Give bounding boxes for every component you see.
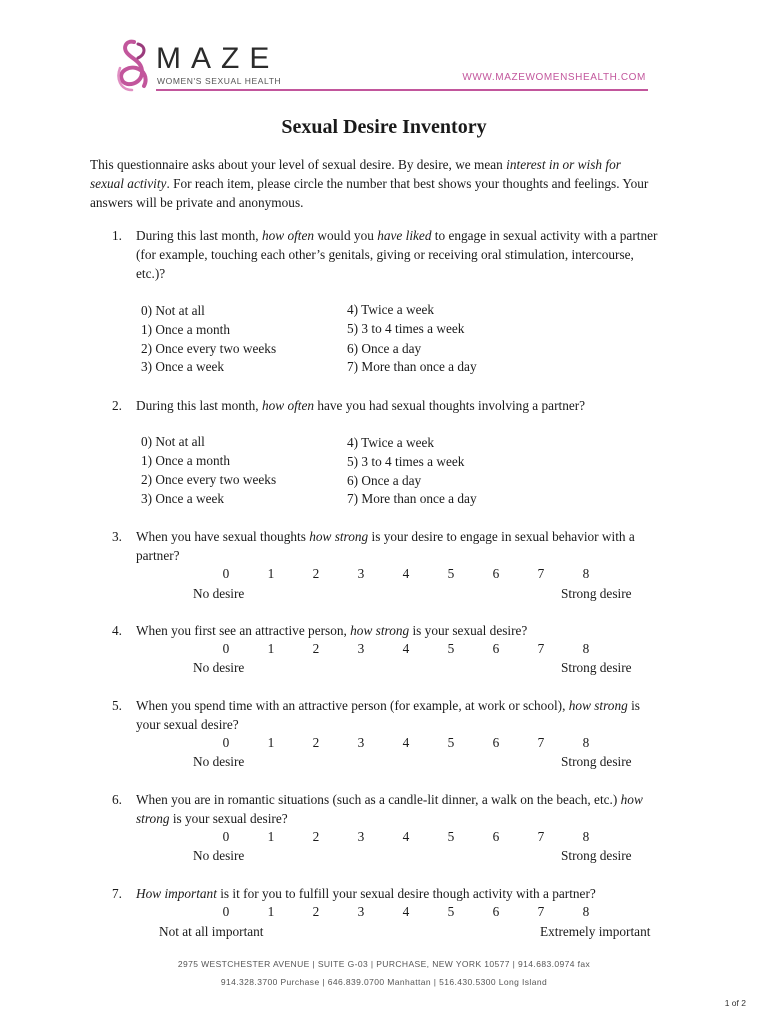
scale-option-6[interactable]: 6 [492,735,500,750]
question-number: 7. [112,886,122,901]
scale-option-4[interactable]: 4 [402,829,410,844]
footer-address: 2975 WESTCHESTER AVENUE | SUITE G-03 | PURCHASE, NEW YORK 10577 | 914.683.0974 fax [177,959,591,969]
scale-low-label: No desire [193,586,245,601]
rating-scale [0,827,768,846]
scale-option-7[interactable]: 7 [537,829,545,844]
scale-option-4[interactable]: 4 [402,641,410,656]
scale-low-label: No desire [193,754,245,769]
scale-option-7[interactable]: 7 [537,641,545,656]
brand-tagline: WOMEN'S SEXUAL HEALTH [157,76,282,86]
answer-option[interactable]: 6) Once a day [347,341,422,356]
header-divider [156,89,648,91]
page-title: Sexual Desire Inventory [281,116,487,138]
question-number: 2. [112,398,122,413]
scale-option-3[interactable]: 3 [357,566,365,581]
scale-option-1[interactable]: 1 [267,735,275,750]
scale-option-8[interactable]: 8 [582,829,590,844]
scale-option-5[interactable]: 5 [447,904,455,919]
answer-option[interactable]: 7) More than once a day [347,359,477,374]
scale-high-label: Extremely important [540,924,651,939]
rating-scale [0,639,768,658]
scale-option-8[interactable]: 8 [582,566,590,581]
scale-option-2[interactable]: 2 [312,641,320,656]
question-text: When you have sexual thoughts how strong is your desire to engage in sexual behavior with a partner? [136,529,635,563]
answer-option[interactable]: 5) 3 to 4 times a week [347,321,465,336]
scale-high-label: Strong desire [561,754,632,769]
answer-option[interactable]: 1) Once a month [141,322,230,337]
scale-low-label: Not at all important [159,924,264,939]
scale-option-2[interactable]: 2 [312,829,320,844]
scale-option-1[interactable]: 1 [267,641,275,656]
scale-low-label: No desire [193,660,245,675]
scale-option-0[interactable]: 0 [222,829,230,844]
answer-option[interactable]: 2) Once every two weeks [141,472,277,487]
letterhead [0,0,768,100]
answer-option[interactable]: 0) Not at all [141,434,205,449]
scale-option-3[interactable]: 3 [357,904,365,919]
scale-option-6[interactable]: 6 [492,829,500,844]
answer-option[interactable]: 1) Once a month [141,453,230,468]
question-number: 3. [112,529,122,544]
scale-option-5[interactable]: 5 [447,829,455,844]
scale-option-4[interactable]: 4 [402,566,410,581]
question-number: 5. [112,698,122,713]
scale-option-2[interactable]: 2 [312,904,320,919]
scale-option-6[interactable]: 6 [492,904,500,919]
question-text: How important is it for you to fulfill your sexual desire though activity with a partner? [136,886,596,901]
scale-high-label: Strong desire [561,660,632,675]
scale-option-0[interactable]: 0 [222,904,230,919]
scale-option-1[interactable]: 1 [267,904,275,919]
answer-option[interactable]: 3) Once a week [141,359,225,374]
question-number: 6. [112,792,122,807]
scale-option-4[interactable]: 4 [402,735,410,750]
scale-option-6[interactable]: 6 [492,641,500,656]
website-link[interactable]: WWW.MAZEWOMENSHEALTH.COM [462,72,646,83]
answer-option[interactable]: 6) Once a day [347,473,422,488]
answer-option[interactable]: 2) Once every two weeks [141,341,277,356]
question-text: When you are in romantic situations (such as a candle-lit dinner, a walk on the beach, etc.) how strong is your sexual desire? [136,792,643,826]
scale-option-3[interactable]: 3 [357,641,365,656]
scale-option-3[interactable]: 3 [357,829,365,844]
intro-paragraph: This questionnaire asks about your level of sexual desire. By desire, we mean interest in or wish for sexual activity. For reach item, please circle the number that best shows your thoughts and feelings. Your answers will be private and anonymous. [90,157,649,210]
scale-option-5[interactable]: 5 [447,735,455,750]
scale-option-1[interactable]: 1 [267,829,275,844]
answer-option[interactable]: 4) Twice a week [347,302,435,317]
scale-option-5[interactable]: 5 [447,641,455,656]
scale-high-label: Strong desire [561,848,632,863]
footer-phones: 914.328.3700 Purchase | 646.839.0700 Manhattan | 516.430.5300 Long Island [220,977,548,987]
scale-option-0[interactable]: 0 [222,566,230,581]
question-text: When you spend time with an attractive person (for example, at work or school), how strong is your sexual desire? [136,698,640,732]
question-number: 4. [112,623,122,638]
scale-option-0[interactable]: 0 [222,735,230,750]
scale-option-8[interactable]: 8 [582,735,590,750]
scale-option-8[interactable]: 8 [582,904,590,919]
rating-scale [0,902,768,921]
scale-low-label: No desire [193,848,245,863]
scale-option-4[interactable]: 4 [402,904,410,919]
scale-option-5[interactable]: 5 [447,566,455,581]
scale-option-1[interactable]: 1 [267,566,275,581]
scale-option-6[interactable]: 6 [492,566,500,581]
question-text: When you first see an attractive person, how strong is your sexual desire? [136,623,528,638]
scale-high-label: Strong desire [561,586,632,601]
scale-option-7[interactable]: 7 [537,904,545,919]
question-text: During this last month, how often would you have liked to engage in sexual activity with a partner (for example, touching each other’s genitals, giving or receiving oral stimulation, intercourse, etc.)? [136,228,658,281]
rating-scale [0,733,768,752]
question-number: 1. [112,228,122,243]
question-text: During this last month, how often have you had sexual thoughts involving a partner? [136,398,586,413]
page-indicator: 1 of 2 [724,998,746,1008]
answer-option[interactable]: 5) 3 to 4 times a week [347,454,465,469]
answer-option[interactable]: 0) Not at all [141,303,205,318]
scale-option-2[interactable]: 2 [312,566,320,581]
scale-option-2[interactable]: 2 [312,735,320,750]
scale-option-7[interactable]: 7 [537,735,545,750]
scale-option-0[interactable]: 0 [222,641,230,656]
answer-option[interactable]: 7) More than once a day [347,491,477,506]
scale-option-3[interactable]: 3 [357,735,365,750]
scale-option-7[interactable]: 7 [537,566,545,581]
brand-name: MAZE [156,42,280,75]
scale-option-8[interactable]: 8 [582,641,590,656]
rating-scale [0,564,768,583]
maze-logo-icon [112,38,154,94]
answer-option[interactable]: 4) Twice a week [347,435,435,450]
answer-option[interactable]: 3) Once a week [141,491,225,506]
